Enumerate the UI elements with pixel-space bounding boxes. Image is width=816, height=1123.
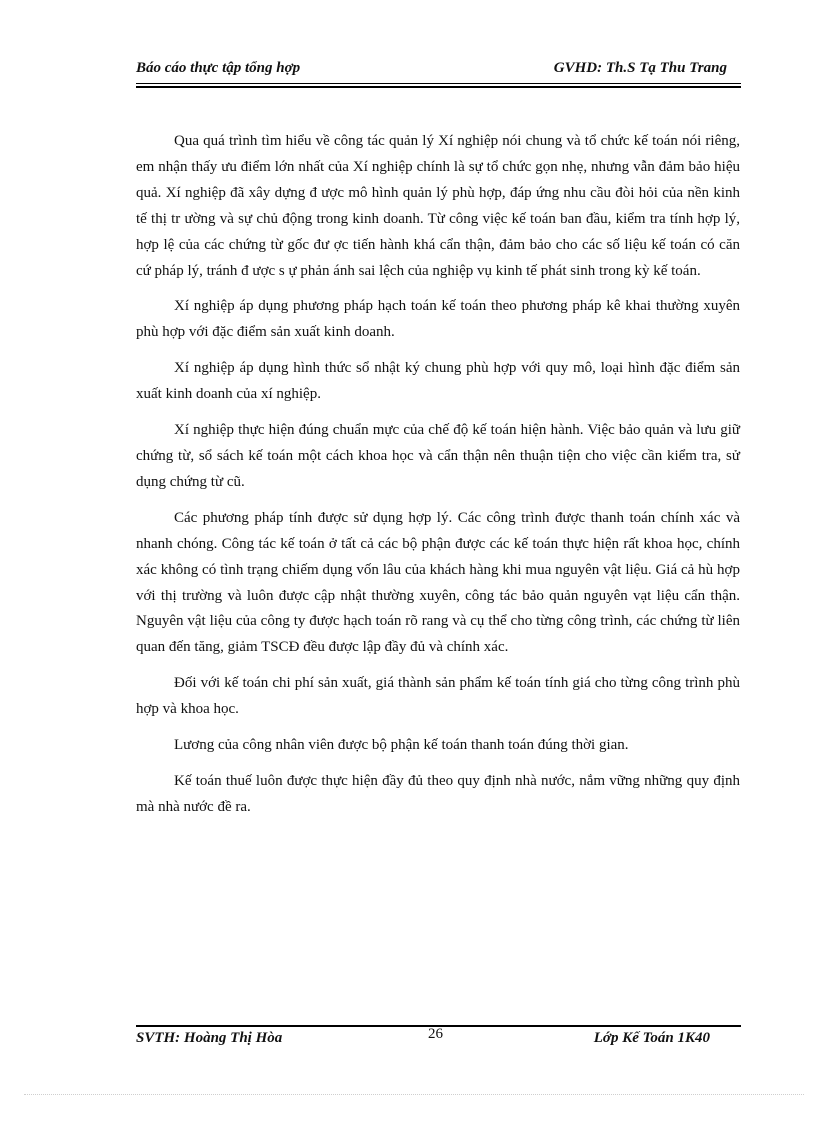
paragraph: Xí nghiệp áp dụng phương pháp hạch toán kế toán theo phương pháp kê khai thường xuyên phù hợp với đặc điểm sản xuất kinh doanh. (136, 298, 740, 341)
paragraph: Đối với kế toán chi phí sản xuất, giá thành sản phẩm kế toán tính giá cho từng công trình phù hợp và khoa học. (136, 675, 740, 718)
paragraph: Xí nghiệp áp dụng hình thức sổ nhật ký chung phù hợp với quy mô, loại hình đặc điểm sản xuất kinh doanh của xí nghiệp. (136, 360, 740, 403)
header-report-title: Báo cáo thực tập tổng hợp (136, 60, 301, 76)
paragraph: Lương của công nhân viên được bộ phận kế toán thanh toán đúng thời gian. (174, 737, 629, 754)
header-supervisor: GVHD: Th.S Tạ Thu Trang (553, 60, 727, 76)
page-number: 26 (428, 1026, 443, 1042)
footer-class: Lớp Kế Toán 1K40 (593, 1030, 710, 1046)
paragraph: Qua quá trình tìm hiểu về công tác quản lý Xí nghiệp nói chung và tổ chức kế toán nói riêng, em nhận thấy ưu điểm lớn nhất của Xí nghiệp chính là sự tổ chức gọn nhẹ, nhưng vẫn đảm bảo hiệu quả. Xí nghiệp đã xây dựng đ ược mô hình quản lý phù hợp, đáp ứng nhu cầu đòi hỏi của nền kinh tế thị tr ường và sự chủ động trong kinh doanh. Từ công việc kế toán ban đầu, kiểm tra tính hợp lý, hợp lệ của các chứng từ gốc đư ợc tiến hành khá cẩn thận, đảm bảo cho các số liệu kế toán có căn cứ pháp lý, tránh đ ược s ự phản ánh sai lệch của nghiệp vụ kinh tế phát sinh trong kỳ kế toán. (136, 133, 740, 279)
paragraph: Kế toán thuế luôn được thực hiện đầy đủ theo quy định nhà nước, nắm vững những quy định mà nhà nước đề ra. (136, 772, 740, 815)
paragraph: Xí nghiệp thực hiện đúng chuẩn mực của chế độ kế toán hiện hành. Việc bảo quản và lưu giữ chứng từ, sổ sách kế toán một cách khoa học và cẩn thận nên thuận tiện cho việc cần kiểm tra, sử dụng chứng từ cũ. (136, 422, 740, 490)
footer-student: SVTH: Hoàng Thị Hòa (136, 1030, 283, 1046)
header-rule-thin (136, 83, 741, 84)
document-body (136, 129, 740, 831)
paragraph: Các phương pháp tính được sử dụng hợp lý. Các công trình được thanh toán chính xác và nhanh chóng. Công tác kế toán ở tất cả các bộ phận được các kế toán thực hiện rất khoa học, chính xác không có tình trạng chiếm dụng vốn lâu của khách hàng khi mua nguyên vật liệu. Giá cả hù hợp với thị trường và luôn được cập nhật thường xuyên, công tác bảo quản nguyên vạt liệu cẩn thận. Nguyên vật liệu của công ty được hạch toán rõ rang và cụ thể cho từng công trình, các chứng từ liên quan đến tăng, giảm TSCĐ đều được lập đầy đủ và chính xác. (136, 509, 740, 656)
header-rule-thick (136, 86, 741, 88)
page-edge-dotted-line (24, 1094, 804, 1095)
